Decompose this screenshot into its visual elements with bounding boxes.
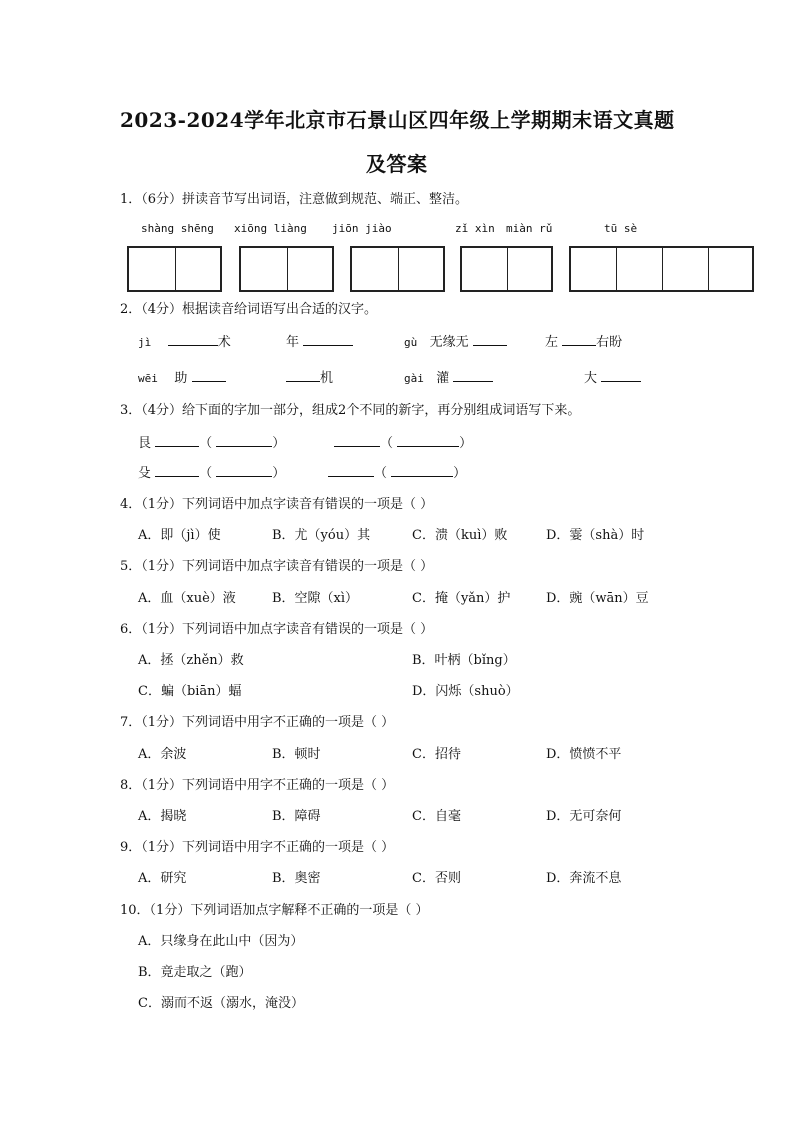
q8-option-d[interactable]: D．无可奈何 bbox=[546, 809, 622, 824]
q7-option-a[interactable]: A．余波 bbox=[138, 747, 187, 762]
q8-option-c[interactable]: C．自毫 bbox=[412, 809, 461, 824]
q6-option-c[interactable]: C．蝙（biān）蝠 bbox=[138, 684, 242, 699]
q2-row-2-d: 大 bbox=[584, 367, 641, 386]
q9-option-c[interactable]: C．否则 bbox=[412, 871, 461, 886]
q5-option-d[interactable]: D．豌（wān）豆 bbox=[546, 591, 649, 606]
question-7-stem: 7．（1分）下列词语中用字不正确的一项是（ ） bbox=[120, 715, 395, 730]
pinyin-5: miàn rǔ bbox=[506, 222, 553, 235]
q3-row-2-b: （ ） bbox=[328, 462, 466, 481]
q2-row-2-b: 机 bbox=[286, 367, 333, 386]
writing-box-4[interactable] bbox=[460, 246, 553, 292]
q6-option-b[interactable]: B．叶柄（bǐng） bbox=[412, 653, 516, 668]
q2-row-2-c: gài 灌 bbox=[404, 367, 493, 386]
q4-option-d[interactable]: D．霎（shà）时 bbox=[546, 528, 645, 543]
question-3-stem: 3．（4分）给下面的字加一部分，组成2个不同的新字，再分别组成词语写下来。 bbox=[120, 403, 581, 418]
q2-row-2: wēi 助 bbox=[138, 367, 226, 386]
q5-option-a[interactable]: A．血（xuè）液 bbox=[138, 591, 236, 606]
q3-row-1: 艮 （ ） bbox=[138, 436, 286, 451]
q7-option-c[interactable]: C．招待 bbox=[412, 747, 461, 762]
q8-option-a[interactable]: A．揭晓 bbox=[138, 809, 187, 824]
question-9-stem: 9．（1分）下列词语中用字不正确的一项是（ ） bbox=[120, 840, 395, 855]
pinyin-6: tū sè bbox=[604, 222, 638, 235]
q7-option-b[interactable]: B．顿时 bbox=[272, 747, 321, 762]
q6-option-d[interactable]: D．闪烁（shuò） bbox=[412, 684, 519, 699]
q2-row-1-b: 年 bbox=[286, 331, 353, 350]
writing-box-2[interactable] bbox=[239, 246, 334, 292]
page-title: 2023-2024学年北京市石景山区四年级上学期期末语文真题 bbox=[120, 108, 675, 132]
page-title-line2: 及答案 bbox=[366, 152, 428, 176]
question-1-stem: 1．（6分）拼读音节写出词语，注意做到规范、端正、整洁。 bbox=[120, 192, 469, 207]
q4-option-b[interactable]: B．尤（yóu）其 bbox=[272, 528, 371, 543]
q10-option-c[interactable]: C．溺而不返（溺水，淹没） bbox=[138, 996, 304, 1011]
writing-box-5[interactable] bbox=[569, 246, 754, 292]
pinyin-3: jiōn jiào bbox=[332, 222, 392, 235]
q10-option-b[interactable]: B．竟走取之（跑） bbox=[138, 965, 252, 980]
question-2-stem: 2．（4分）根据读音给词语写出合适的汉字。 bbox=[120, 302, 378, 317]
q9-option-d[interactable]: D．奔流不息 bbox=[546, 871, 622, 886]
q4-option-a[interactable]: A．即（jì）使 bbox=[138, 528, 221, 543]
writing-box-3[interactable] bbox=[350, 246, 445, 292]
question-8-stem: 8．（1分）下列词语中用字不正确的一项是（ ） bbox=[120, 778, 395, 793]
q5-option-b[interactable]: B．空隙（xì） bbox=[272, 591, 359, 606]
question-5-stem: 5．（1分）下列词语中加点字读音有错误的一项是（ ） bbox=[120, 559, 434, 574]
pinyin-4: zǐ xìn bbox=[455, 222, 495, 235]
q2-row-1-c: gù 无缘无 bbox=[404, 331, 507, 350]
q6-option-a[interactable]: A．拯（zhěn）救 bbox=[138, 653, 244, 668]
q9-option-b[interactable]: B．奥密 bbox=[272, 871, 321, 886]
q2-row-1-d: 左 右盼 bbox=[545, 335, 623, 350]
question-4-stem: 4．（1分）下列词语中加点字读音有错误的一项是（ ） bbox=[120, 497, 434, 512]
pinyin-1: shàng shēng bbox=[141, 222, 214, 235]
q10-option-a[interactable]: A．只缘身在此山中（因为） bbox=[138, 934, 304, 949]
q9-option-a[interactable]: A．研究 bbox=[138, 871, 187, 886]
q5-option-c[interactable]: C．掩（yǎn）护 bbox=[412, 591, 511, 606]
q3-row-2: 殳 （ ） bbox=[138, 466, 286, 481]
q4-option-c[interactable]: C．溃（kuì）败 bbox=[412, 528, 508, 543]
q3-row-1-b: （ ） bbox=[334, 432, 472, 451]
writing-box-1[interactable] bbox=[127, 246, 222, 292]
question-6-stem: 6．（1分）下列词语中加点字读音有错误的一项是（ ） bbox=[120, 622, 434, 637]
q7-option-d[interactable]: D．愤愤不平 bbox=[546, 747, 622, 762]
pinyin-2: xiōng liàng bbox=[234, 222, 307, 235]
question-10-stem: 10．（1分）下列词语加点字解释不正确的一项是（ ） bbox=[120, 903, 429, 918]
q2-row-1: jì 术 bbox=[138, 335, 231, 350]
q8-option-b[interactable]: B．障碍 bbox=[272, 809, 321, 824]
